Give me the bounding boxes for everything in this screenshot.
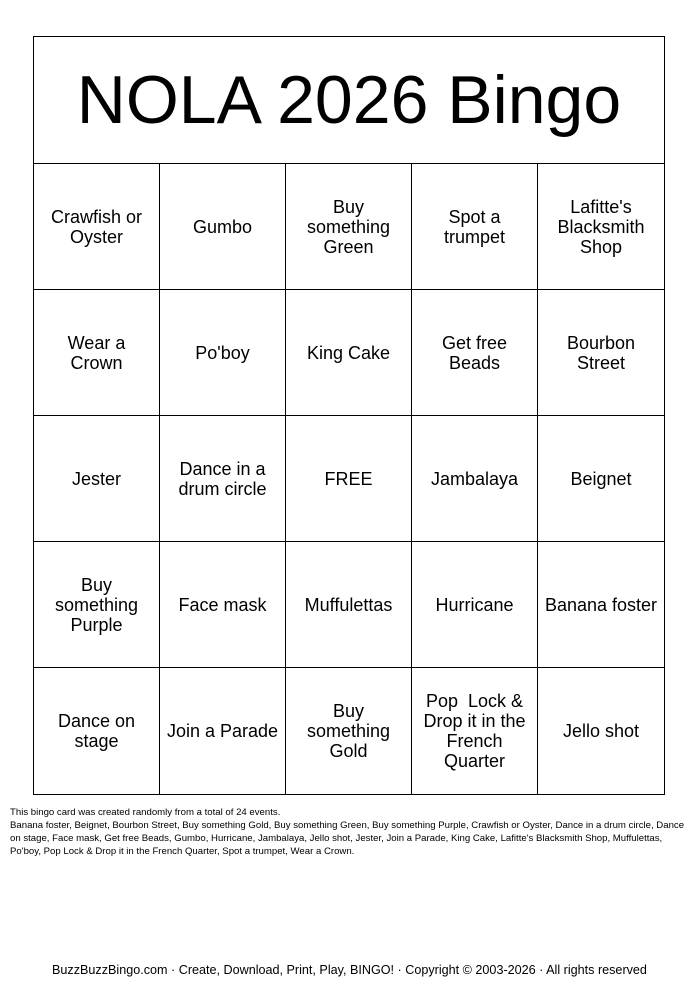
bingo-cell — [538, 164, 664, 290]
bingo-cell — [34, 290, 160, 416]
bingo-cell-label: Get free Beads — [441, 332, 508, 373]
bingo-cell — [538, 668, 664, 794]
bingo-cell — [286, 416, 412, 542]
bingo-cell-label: Banana foster — [544, 594, 658, 615]
bingo-cell — [160, 164, 286, 290]
bingo-cell — [160, 416, 286, 542]
bingo-cell — [160, 668, 286, 794]
bingo-cell — [412, 542, 538, 668]
bingo-cell — [286, 164, 412, 290]
bingo-cell-label: Jester — [71, 468, 122, 489]
bingo-cell — [538, 416, 664, 542]
bingo-cell — [538, 542, 664, 668]
bingo-cell-label: Join a Parade — [166, 721, 279, 741]
bingo-cell-label: Buy something Purple — [54, 574, 139, 635]
bingo-cell-label: Jambalaya — [430, 468, 519, 489]
bingo-cell-label: Pop Lock & Drop it in the French Quarter — [423, 691, 526, 771]
footer-text: BuzzBuzzBingo.com · Create, Download, Print, Play, BINGO! · Copyright © 2003-2026 · All rights reserved — [52, 963, 647, 977]
bingo-cell — [34, 416, 160, 542]
bingo-card — [33, 36, 665, 795]
note-events: Banana foster, Beignet, Bourbon Street, Buy something Gold, Buy something Green, Buy something Purple, Crawfish or Oyster, Dance in a drum circle, Dance on stage, Face mask, Get free Beads, Gumbo, Hurricane, Jambalaya, Jello shot, Jester, Join a Parade, King Cake, Lafitte's Blacksmith Shop, Muffulettas, Po'boy, Pop Lock & Drop it in the French Quarter, Spot a trumpet, Wear a Crown. — [10, 820, 685, 857]
bingo-cell-label: King Cake — [306, 342, 391, 363]
bingo-cell-label: Jello shot — [562, 721, 640, 741]
bingo-cell — [160, 542, 286, 668]
bingo-grid — [34, 164, 664, 794]
bingo-cell-label: Buy something Green — [306, 196, 391, 257]
bingo-cell — [160, 290, 286, 416]
bingo-cell — [538, 290, 664, 416]
bingo-cell — [34, 542, 160, 668]
bingo-cell — [412, 164, 538, 290]
bingo-cell — [412, 290, 538, 416]
bingo-cell — [412, 416, 538, 542]
bingo-cell-label: Hurricane — [435, 594, 514, 615]
bingo-cell-label: Spot a trumpet — [443, 206, 506, 247]
bingo-cell-label: Face mask — [178, 594, 267, 615]
bingo-cell — [286, 668, 412, 794]
bingo-cell — [286, 542, 412, 668]
bingo-cell — [286, 290, 412, 416]
bingo-cell-label: Buy something Gold — [306, 701, 391, 761]
title-row — [34, 37, 664, 164]
note-intro: This bingo card was created randomly from a total of 24 events. — [10, 807, 281, 818]
bingo-cell-label: Muffulettas — [304, 594, 393, 615]
bingo-cell-label: Crawfish or Oyster — [50, 206, 143, 247]
bingo-cell-label: Bourbon Street — [566, 332, 636, 373]
bingo-cell-label: Wear a Crown — [67, 332, 126, 373]
bingo-cell-label: Beignet — [570, 468, 632, 489]
bingo-cell-label: Dance on stage — [57, 711, 136, 751]
bingo-cell-label: FREE — [324, 468, 373, 489]
bingo-cell-label: Lafitte's Blacksmith Shop — [557, 196, 645, 257]
bingo-cell — [34, 164, 160, 290]
bingo-cell-label: Dance in a drum circle — [178, 458, 267, 499]
card-note — [10, 806, 690, 858]
bingo-cell — [412, 668, 538, 794]
bingo-cell-label: Po'boy — [195, 342, 250, 363]
bingo-cell — [34, 668, 160, 794]
bingo-cell-label: Gumbo — [192, 216, 253, 237]
card-title: NOLA 2026 Bingo — [76, 62, 622, 138]
